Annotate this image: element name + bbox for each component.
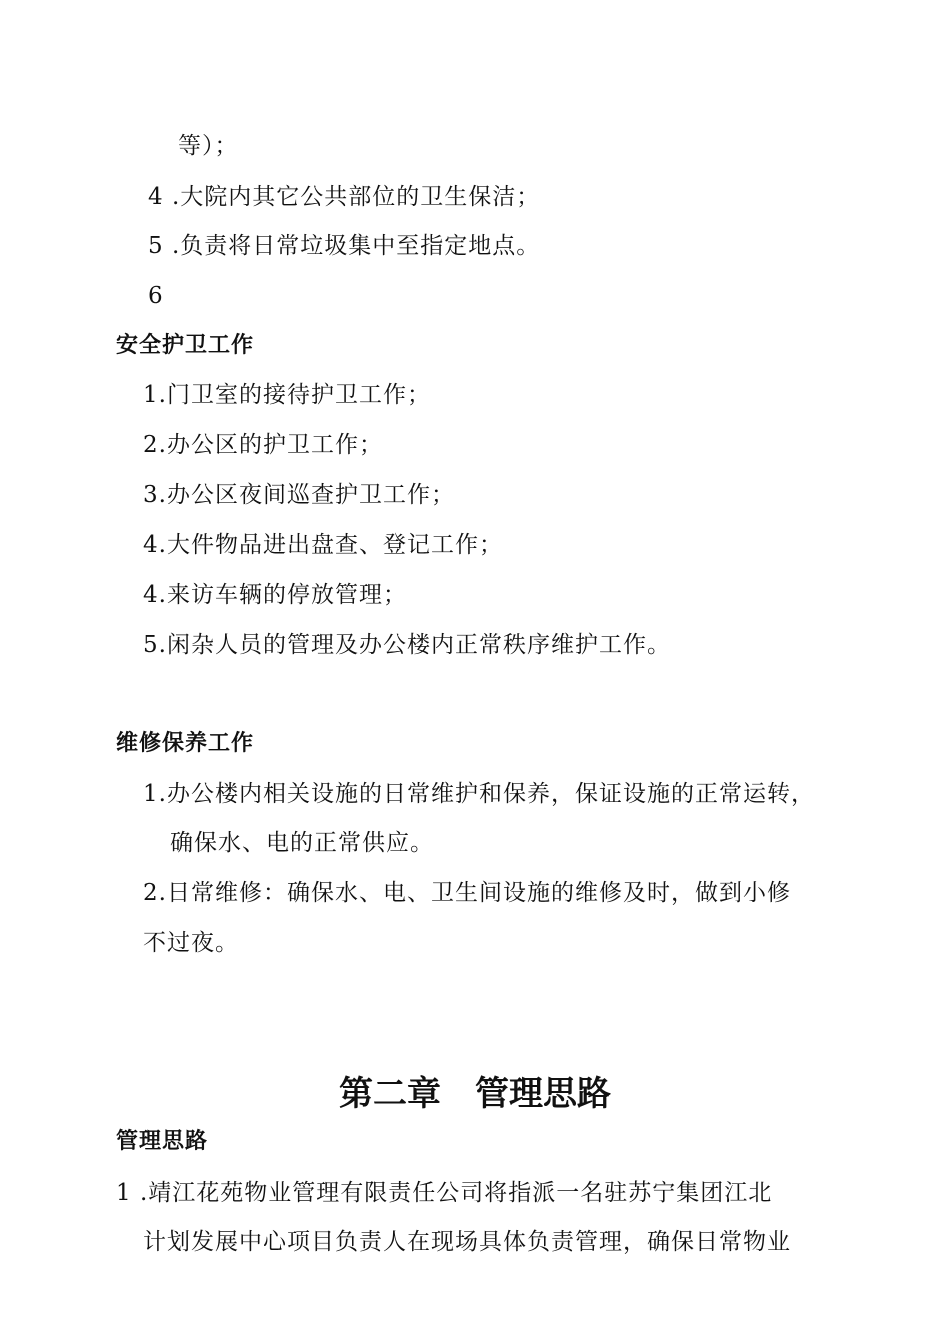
chapter-title: 第二章 管理思路 — [339, 1074, 611, 1114]
management-heading: 管理思路 — [116, 1129, 209, 1154]
maintenance-heading: 维修保养工作 — [116, 731, 255, 756]
maintenance-item-2-line-1: 2.日常维修：确保水、电、卫生间设施的维修及时，做到小修 — [143, 880, 791, 906]
security-item: 3.办公区夜间巡查护卫工作； — [143, 482, 455, 508]
cleaning-item-6: 6 — [148, 283, 164, 309]
maintenance-item-2-line-2: 不过夜。 — [143, 930, 239, 956]
security-item: 4.来访车辆的停放管理； — [143, 582, 407, 608]
security-item: 5.闲杂人员的管理及办公楼内正常秩序维护工作。 — [143, 632, 671, 658]
security-item: 1.门卫室的接待护卫工作； — [143, 382, 431, 408]
security-item: 4.大件物品进出盘查、登记工作； — [143, 532, 503, 558]
cleaning-continuation-line: 等）； — [178, 133, 239, 159]
cleaning-item-5: 5 .负责将日常垃圾集中至指定地点。 — [148, 233, 541, 259]
cleaning-item-4: 4 .大院内其它公共部位的卫生保洁； — [148, 184, 541, 210]
management-item-1-line-1: 1 .靖江花苑物业管理有限责任公司将指派一名驻苏宁集团江北 — [116, 1180, 773, 1206]
maintenance-item-1-line-1: 1.办公楼内相关设施的日常维护和保养，保证设施的正常运转， — [143, 781, 815, 807]
management-item-1-line-2: 计划发展中心项目负责人在现场具体负责管理，确保日常物业 — [143, 1229, 791, 1255]
maintenance-item-1-line-2: 确保水、电的正常供应。 — [170, 830, 434, 856]
security-item: 2.办公区的护卫工作； — [143, 432, 383, 458]
security-heading: 安全护卫工作 — [116, 333, 255, 358]
